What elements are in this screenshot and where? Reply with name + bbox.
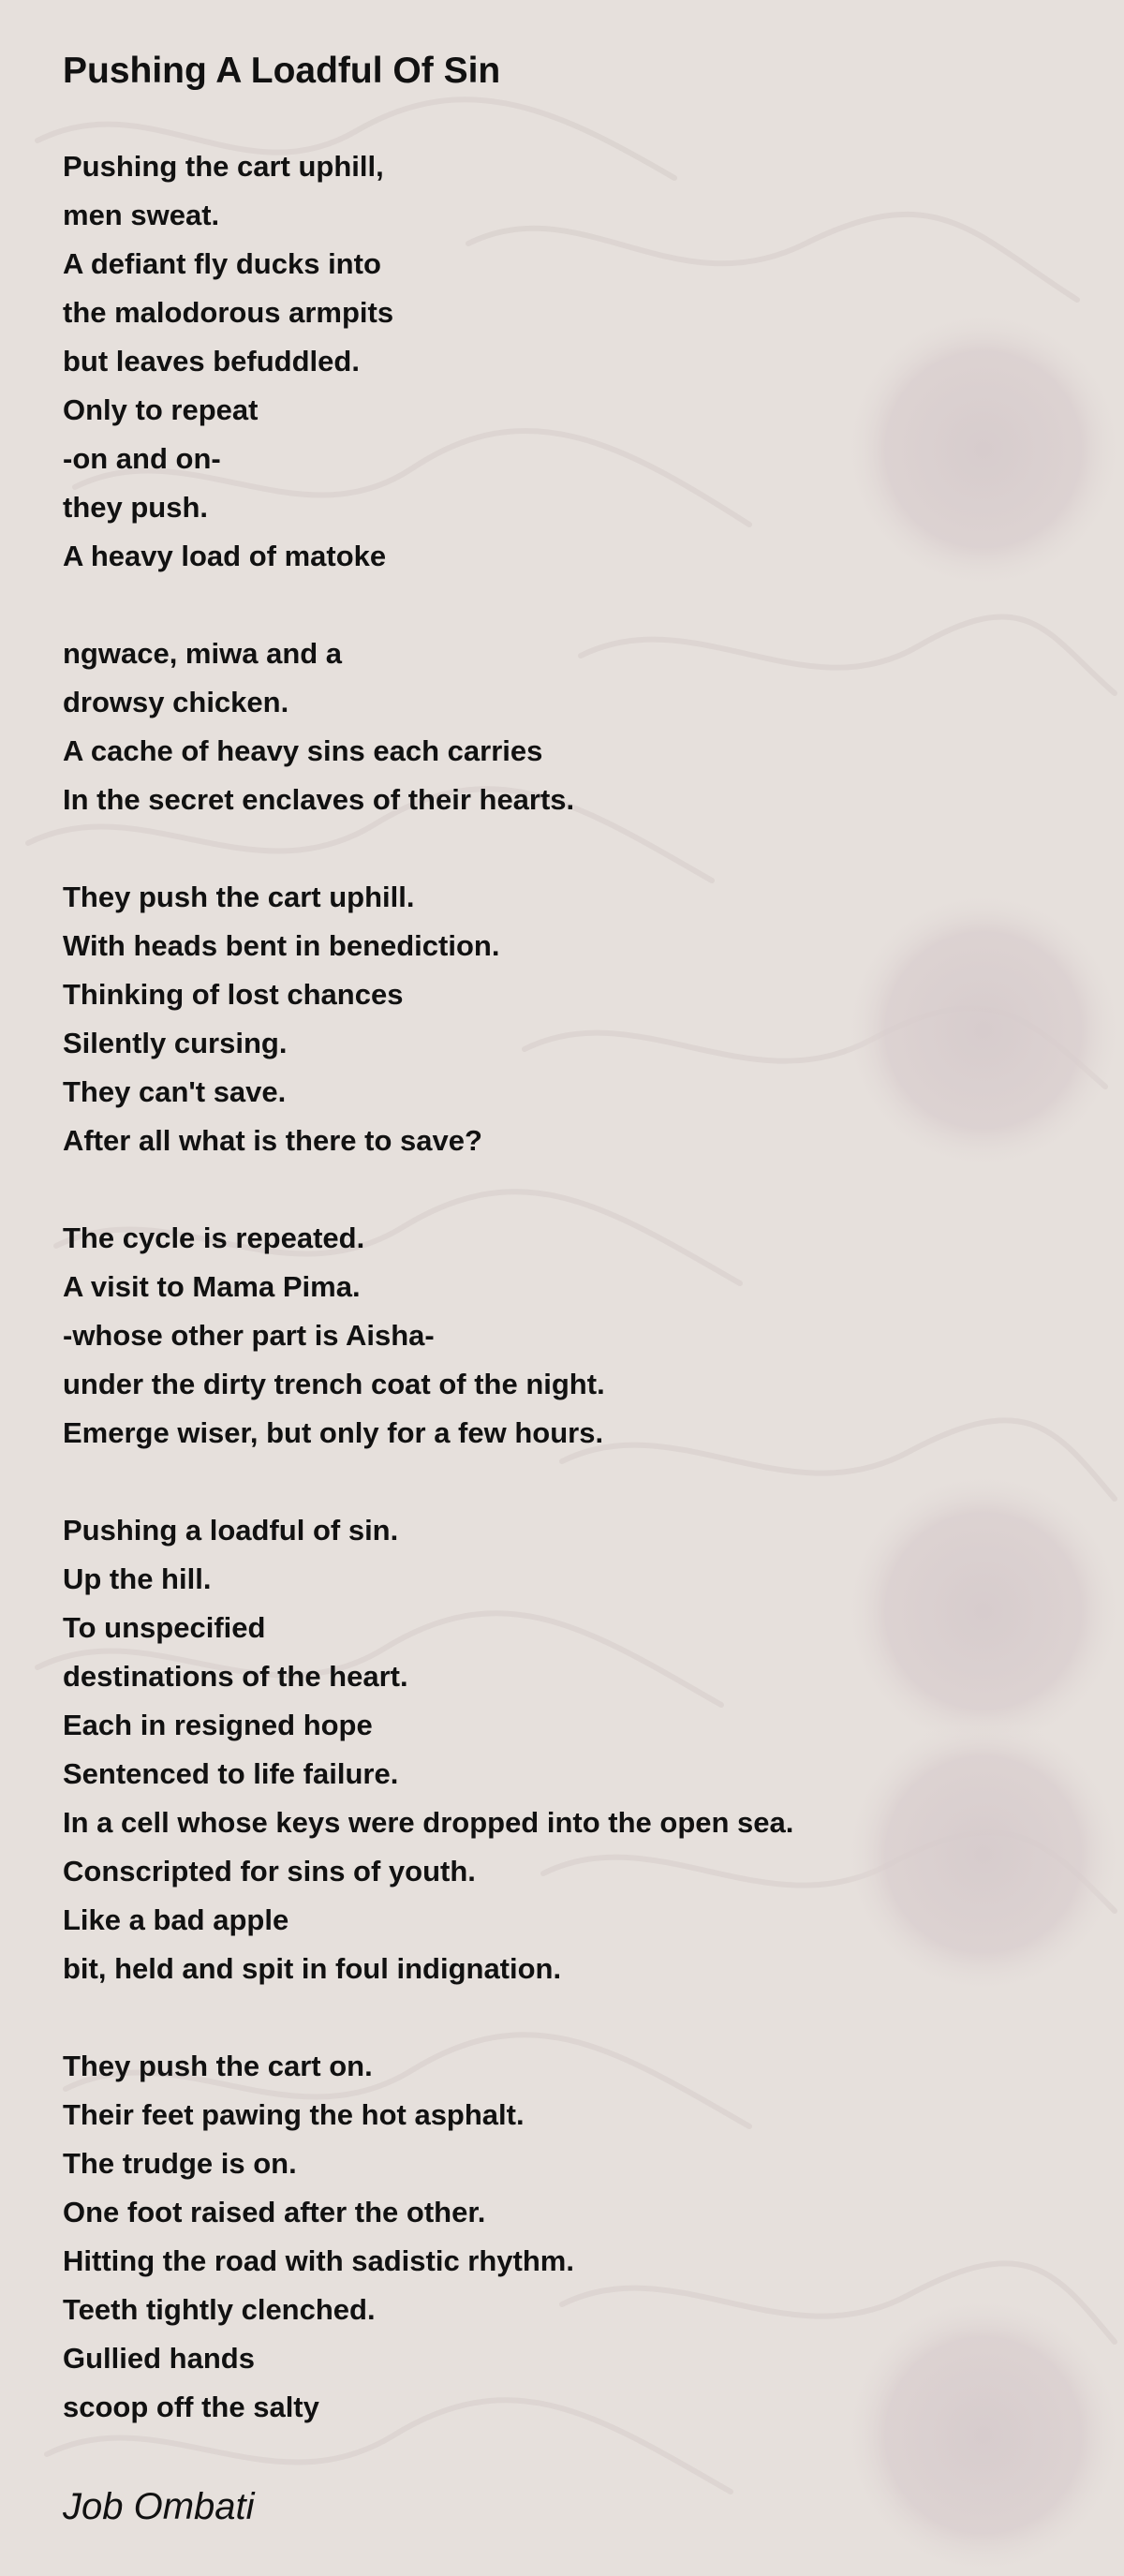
poem-line: the malodorous armpits bbox=[63, 296, 394, 329]
poem-line: Teeth tightly clenched. bbox=[63, 2293, 376, 2326]
poem-line: Like a bad apple bbox=[63, 1903, 289, 1936]
poem-line: under the dirty trench coat of the night. bbox=[63, 1368, 605, 1400]
poem-line: drowsy chicken. bbox=[63, 686, 289, 718]
poem-line: Their feet pawing the hot asphalt. bbox=[63, 2098, 525, 2131]
poem-line: In a cell whose keys were dropped into the open sea. bbox=[63, 1806, 794, 1839]
poem-line: but leaves befuddled. bbox=[63, 345, 360, 378]
poem-line: They push the cart uphill. bbox=[63, 881, 415, 913]
poem-line: Only to repeat bbox=[63, 393, 259, 426]
poem-line: Silently cursing. bbox=[63, 1027, 288, 1059]
poem-line: Thinking of lost chances bbox=[63, 978, 404, 1011]
poem-line: Gullied hands bbox=[63, 2342, 255, 2375]
poem-line: Conscripted for sins of youth. bbox=[63, 1855, 476, 1888]
poem-line: Emerge wiser, but only for a few hours. bbox=[63, 1416, 604, 1449]
poem-line: After all what is there to save? bbox=[63, 1124, 482, 1157]
poem-line: -on and on- bbox=[63, 442, 221, 475]
poem-line: To unspecified bbox=[63, 1611, 266, 1644]
poem-line: they push. bbox=[63, 491, 209, 524]
poem-line: Sentenced to life failure. bbox=[63, 1757, 399, 1790]
poem-line: men sweat. bbox=[63, 199, 220, 231]
poem-line: -whose other part is Aisha- bbox=[63, 1319, 435, 1352]
poem-line: A visit to Mama Pima. bbox=[63, 1270, 361, 1303]
poem-body bbox=[63, 142, 1093, 2480]
poem-line: Pushing the cart uphill, bbox=[63, 150, 384, 183]
poem-line: The cycle is repeated. bbox=[63, 1221, 365, 1254]
poem-line: They can't save. bbox=[63, 1075, 287, 1108]
poem-line: Pushing a loadful of sin. bbox=[63, 1514, 399, 1547]
poem-line: Hitting the road with sadistic rhythm. bbox=[63, 2244, 574, 2277]
poem-line: scoop off the salty bbox=[63, 2391, 319, 2423]
poem-stanza bbox=[63, 1506, 1093, 1993]
poem-author: Job Ombati bbox=[63, 2486, 255, 2527]
poem-line: ngwace, miwa and a bbox=[63, 637, 343, 670]
poem-stanza bbox=[63, 142, 1093, 581]
poem-stanza bbox=[63, 2042, 1093, 2432]
poem-stanza bbox=[63, 629, 1093, 824]
poem-line: A defiant fly ducks into bbox=[63, 247, 381, 280]
poem-line: One foot raised after the other. bbox=[63, 2196, 486, 2228]
poem-line: In the secret enclaves of their hearts. bbox=[63, 783, 575, 816]
poem-line: With heads bent in benediction. bbox=[63, 929, 500, 962]
poem-line: destinations of the heart. bbox=[63, 1660, 408, 1693]
poem-stanza bbox=[63, 873, 1093, 1165]
poem-line: A cache of heavy sins each carries bbox=[63, 734, 543, 767]
poem-line: Up the hill. bbox=[63, 1562, 212, 1595]
poem-line: Each in resigned hope bbox=[63, 1709, 373, 1741]
poem-line: The trudge is on. bbox=[63, 2147, 297, 2180]
poem-line: They push the cart on. bbox=[63, 2050, 373, 2082]
poem-title: Pushing A Loadful Of Sin bbox=[63, 51, 501, 91]
poem-line: bit, held and spit in foul indignation. bbox=[63, 1952, 562, 1985]
poem-stanza bbox=[63, 1214, 1093, 1458]
poem-line: A heavy load of matoke bbox=[63, 540, 387, 572]
